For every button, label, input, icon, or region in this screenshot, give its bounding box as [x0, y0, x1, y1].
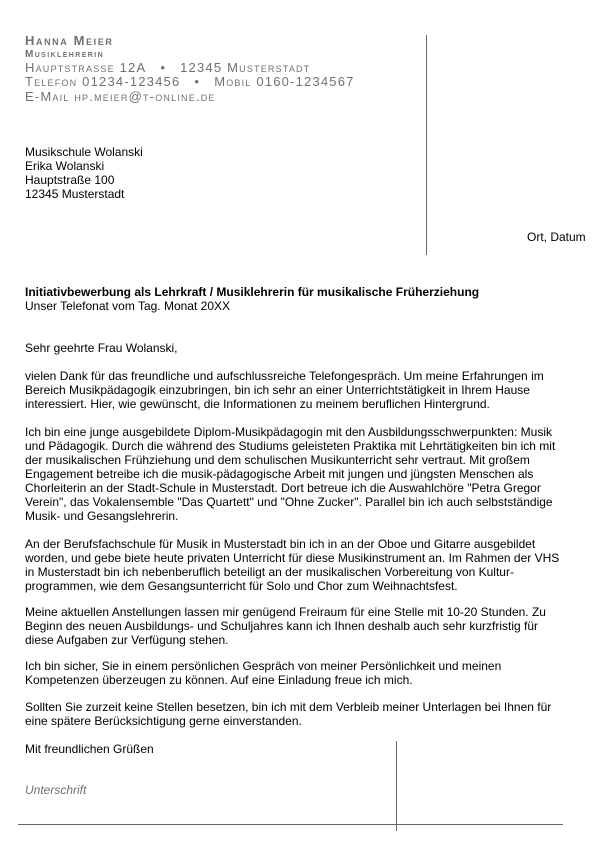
paragraph-line: Kompetenzen überzeugen zu können. Auf eine Einladung freue ich mich. [25, 673, 413, 687]
sender-street: Hauptstrasse 12A [25, 60, 147, 75]
subject-reference: Unser Telefonat vom Tag. Monat 20XX [25, 299, 231, 313]
recipient-line: Erika Wolanski [25, 159, 105, 173]
closing-formula: Mit freundlichen Grüßen [25, 742, 154, 756]
body-paragraph-1 [25, 369, 565, 411]
paragraph-line: diese Aufgaben zur Verfügung stehen. [25, 633, 229, 647]
recipient-address [25, 145, 143, 201]
paragraph-line: eine spätere Berücksichtigung gerne einverstanden. [25, 714, 302, 728]
paragraph-line: vielen Dank für das freundliche und aufschlussreiche Telefongespräch. Um meine Erfahrungen im [25, 369, 544, 383]
body-paragraph-3 [25, 537, 565, 593]
paragraph-line: Beginn des neuen Ausbildungs- und Schuljahres kann ich Ihnen deshalb auch sehr kurzfristig für [25, 619, 538, 633]
bullet-separator: • [194, 74, 201, 89]
paragraph-line: worden, und gebe biete heute privaten Unterricht für diese Musikinstrument an. Im Rahmen der VHS [25, 551, 560, 565]
paragraph-line: Ich bin eine junge ausgebildete Diplom-Musikpädagogin mit den Ausbildungsschwerpunkten: Musik [25, 425, 552, 439]
paragraph-line: Bereich Musikpädagogik einzubringen, bin ich sehr an einer Unterrichtstätigkeit in Ihrem Hause [25, 383, 530, 397]
horizontal-divider-bottom [18, 824, 563, 825]
paragraph-line: Chorleiterin an der Stadt-Schule in Musterstadt. Dort betreue ich die Auswahlchöre "Petra Gregor [25, 481, 541, 495]
paragraph-line: Meine aktuellen Anstellungen lassen mir genügend Freiraum für eine Stelle mit 10-20 Stunden. Zu [25, 605, 546, 619]
sender-telefon: Telefon 01234-123456 [25, 74, 181, 89]
salutation: Sehr geehrte Frau Wolanski, [25, 341, 178, 355]
body-paragraph-4 [25, 605, 565, 647]
body-paragraph-2 [25, 425, 565, 523]
paragraph-line: Musik- und Gesangslehrerin. [25, 509, 179, 523]
sender-email: E-Mail hp.meier@t-online.de [25, 89, 216, 104]
body-paragraph-6 [25, 700, 565, 728]
sender-mobil: Mobil 0160-1234567 [214, 74, 355, 89]
sender-address-line [25, 60, 310, 75]
vertical-divider-bottom [396, 741, 397, 831]
signature-placeholder: Unterschrift [25, 783, 87, 797]
subject-block [25, 285, 479, 313]
recipient-line: Musikschule Wolanski [25, 145, 143, 159]
vertical-divider-top [426, 35, 427, 255]
place-date: Ort, Datum [527, 230, 586, 244]
sender-phone-line [25, 74, 355, 89]
paragraph-line: Engagement betreibe ich die musik-pädagogische Arbeit mit jungen und jüngsten Menschen als [25, 467, 534, 481]
paragraph-line: Ich bin sicher, Sie in einem persönlichen Gespräch von meiner Persönlichkeit und meinen [25, 659, 502, 673]
paragraph-line: der musikalischen Frühziehung und dem schulischen Musikunterricht sehr vertraut. Mit großem [25, 453, 530, 467]
body-paragraph-5 [25, 659, 565, 687]
paragraph-line: Verein", das Vokalensemble "Das Quartett" und "Ohne Zucker". Parallel bin ich auch selbstständige [25, 495, 553, 509]
paragraph-line: Sollten Sie zurzeit keine Stellen besetzen, bin ich mit dem Verbleib meiner Unterlagen bei Ihnen für [25, 700, 552, 714]
sender-city: 12345 Musterstadt [180, 60, 311, 75]
recipient-line: 12345 Musterstadt [25, 187, 125, 201]
paragraph-line: An der Berufsfachschule für Musik in Musterstadt bin ich in an der Oboe und Gitarre ausgebildet [25, 537, 536, 551]
sender-name: Hanna Meier [25, 33, 114, 48]
paragraph-line: interessiert. Hier, wie gewünscht, die Informationen zu meinem beruflichen Hintergrund. [25, 397, 490, 411]
bullet-separator: • [160, 60, 167, 75]
recipient-line: Hauptstraße 100 [25, 173, 115, 187]
subject-title: Initiativbewerbung als Lehrkraft / Musiklehrerin für musikalische Früherziehung [25, 285, 480, 299]
sender-profession: Musiklehrerin [25, 49, 105, 60]
paragraph-line: programmen, wie dem Gesangsunterricht für Solo und Chor zum Weihnachtsfest. [25, 579, 458, 593]
paragraph-line: in Musterstadt bin ich nebenberuflich beteiligt an der musikalischen Vorbereitung von Kultur- [25, 565, 514, 579]
paragraph-line: und Pädagogik. Durch die während des Studiums geleisteten Praktika mit Lehrtätigkeiten bin ich mit [25, 439, 556, 453]
